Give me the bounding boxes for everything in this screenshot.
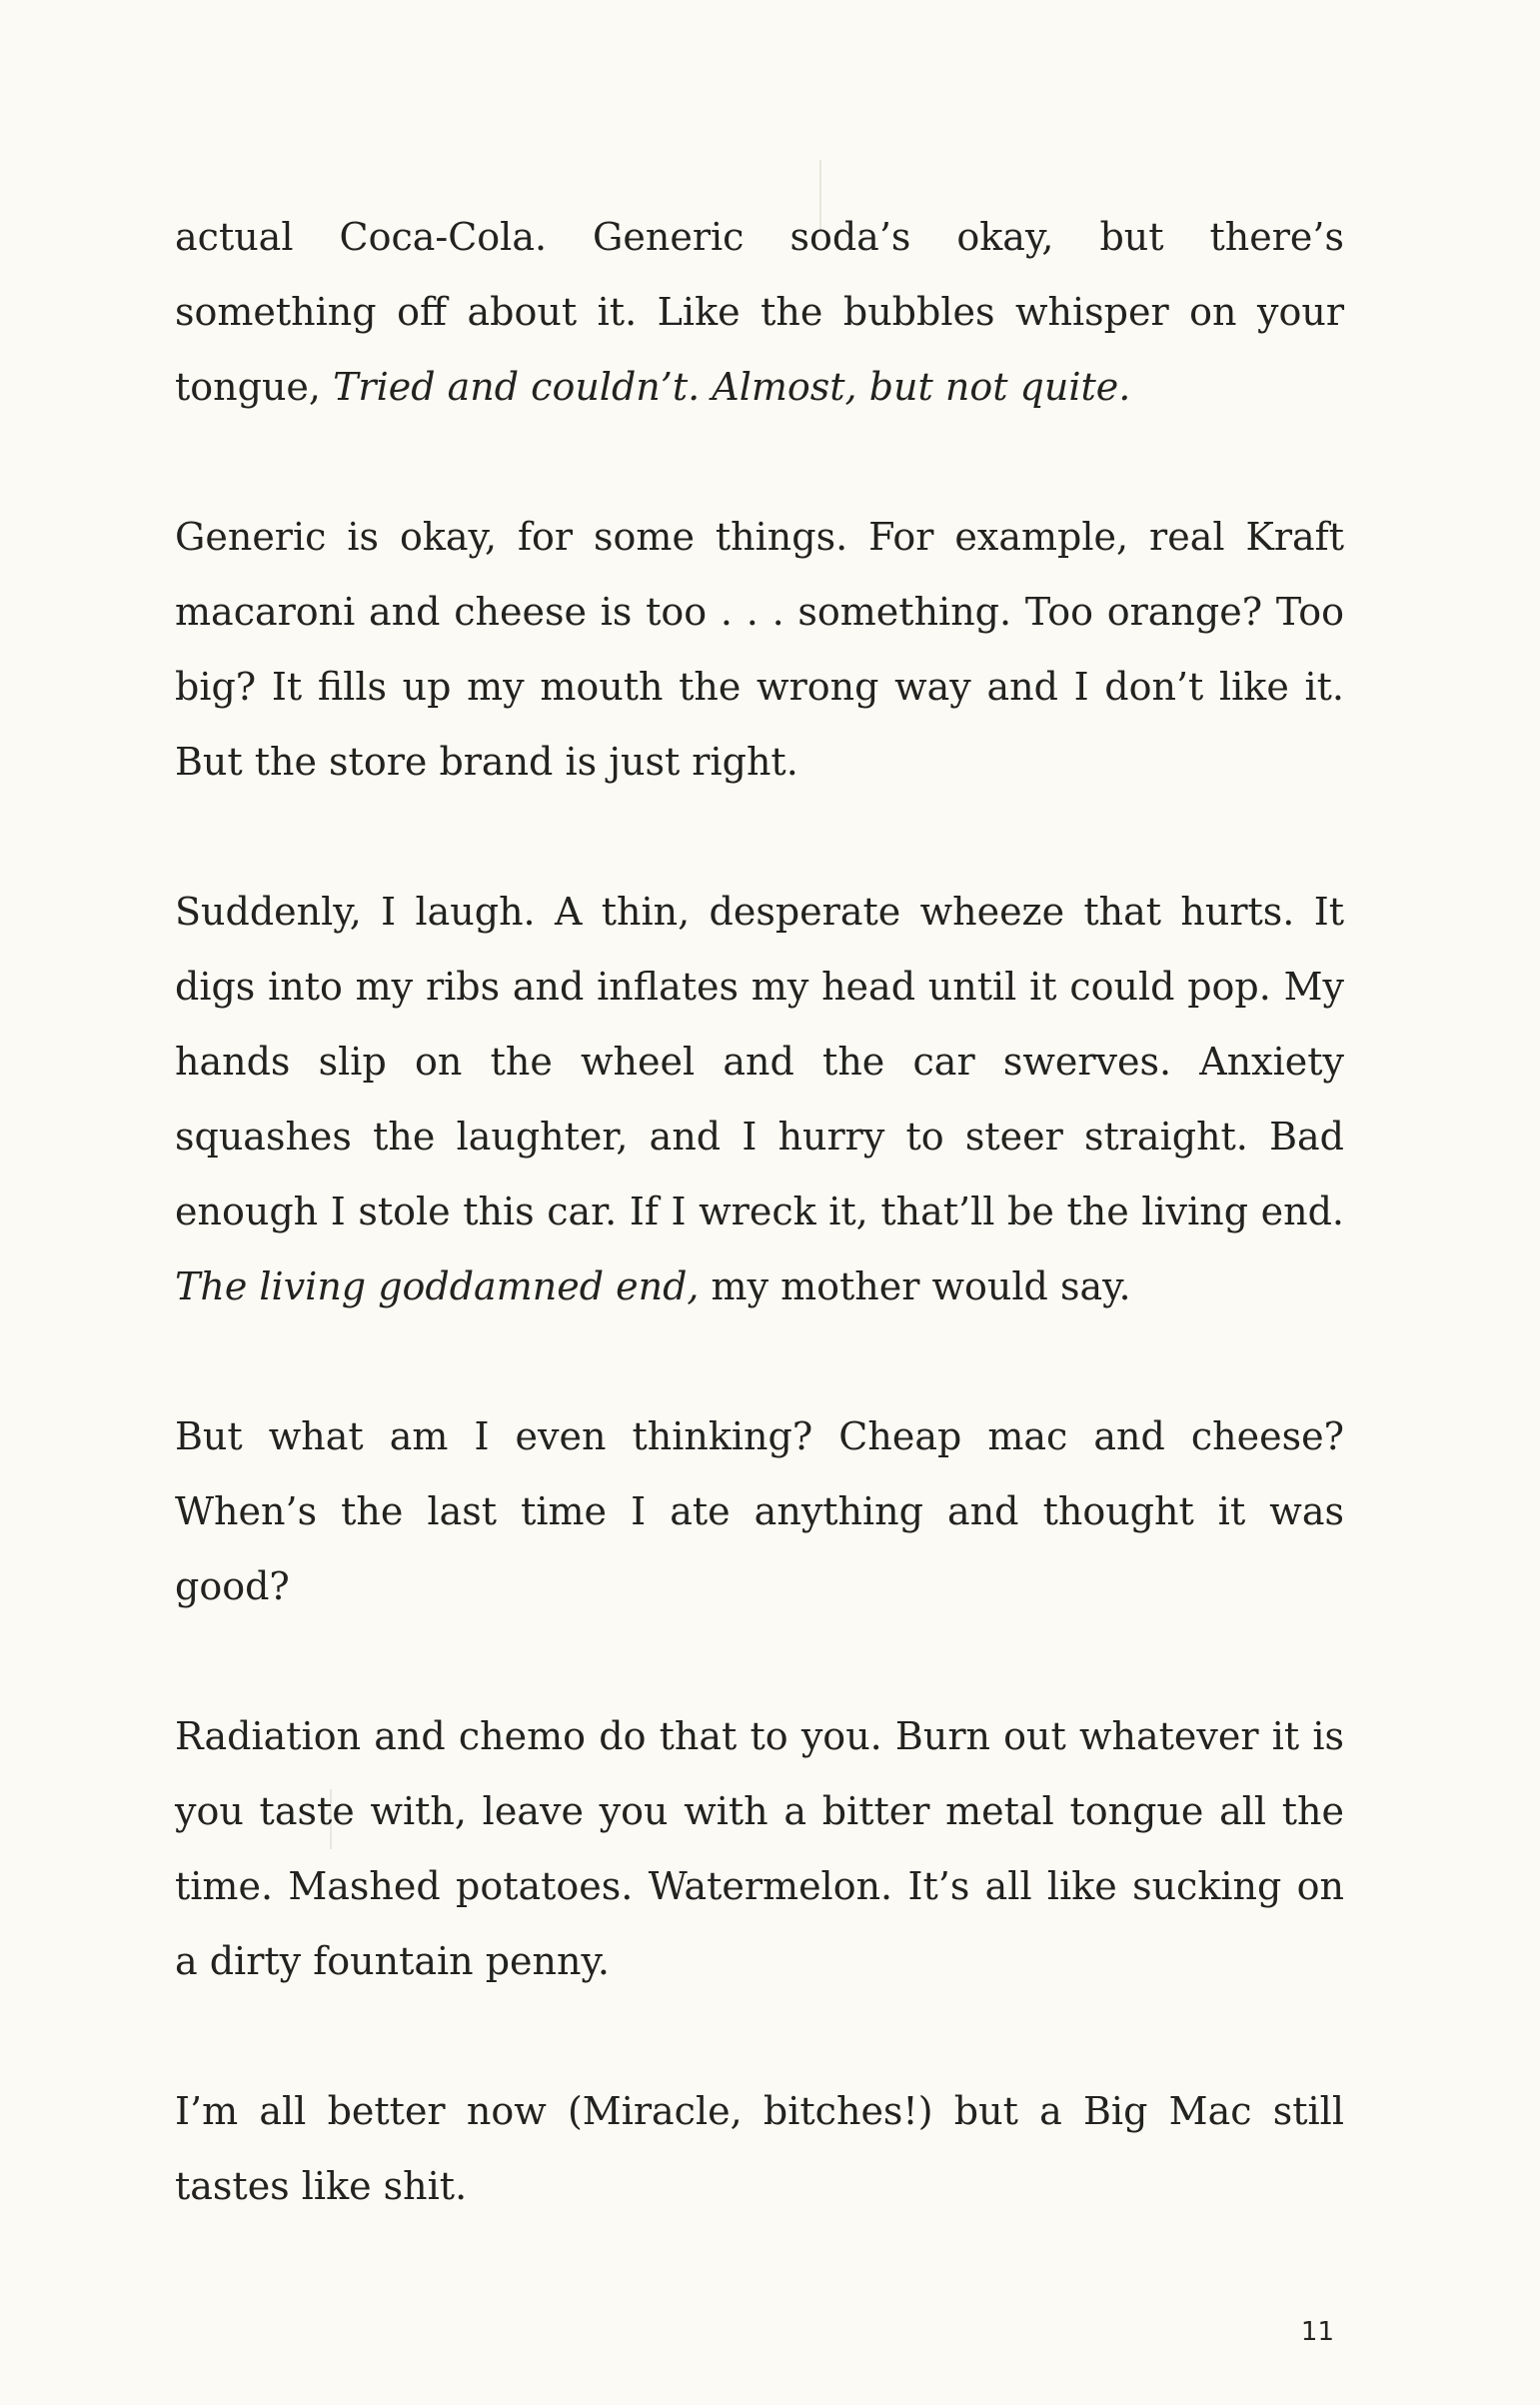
- italic-text-run: The living goddamned end,: [175, 1264, 700, 1308]
- text-run: But what am I even thinking? Cheap mac and cheese? When’s the last time I ate anything and thought it was good?: [175, 1414, 1344, 1608]
- paragraph: [175, 875, 1344, 1324]
- paragraph: [175, 1399, 1344, 1624]
- body-text: [175, 200, 1344, 2299]
- paragraph: [175, 1699, 1344, 1999]
- text-run: I’m all better now (Miracle, bitches!) but a Big Mac still tastes like shit.: [175, 2089, 1344, 2208]
- paragraph: [175, 2074, 1344, 2224]
- page-number: 11: [1300, 2317, 1334, 2347]
- text-run: Suddenly, I laugh. A thin, desperate wheeze that hurts. It digs into my ribs and inflates my head until it could pop. My hands slip on the wheel and the car swerves. Anxiety squashes the laughter, and I hurry to steer straight. Bad enough I stole this car. If I wreck it, that’ll be the living end.: [175, 890, 1344, 1233]
- text-run: Radiation and chemo do that to you. Burn out whatever it is you taste with, leave you with a bitter metal tongue all the time. Mashed potatoes. Watermelon. It’s all like sucking on a dirty fountain penny.: [175, 1714, 1344, 1983]
- paragraph: [175, 200, 1344, 425]
- italic-text-run: Tried and couldn’t. Almost, but not quite.: [333, 365, 1131, 409]
- paragraph: [175, 500, 1344, 800]
- text-run: my mother would say.: [699, 1264, 1131, 1308]
- text-run: Generic is okay, for some things. For example, real Kraft macaroni and cheese is too . . . something. Too orange? Too big? It fills up my mouth the wrong way and I don’t like it. But the store brand is just right.: [175, 515, 1344, 784]
- text-run: actual Coca-Cola. Generic soda’s okay, but there’s something off about it. Like the bubbles whisper on your tongue,: [175, 215, 1344, 409]
